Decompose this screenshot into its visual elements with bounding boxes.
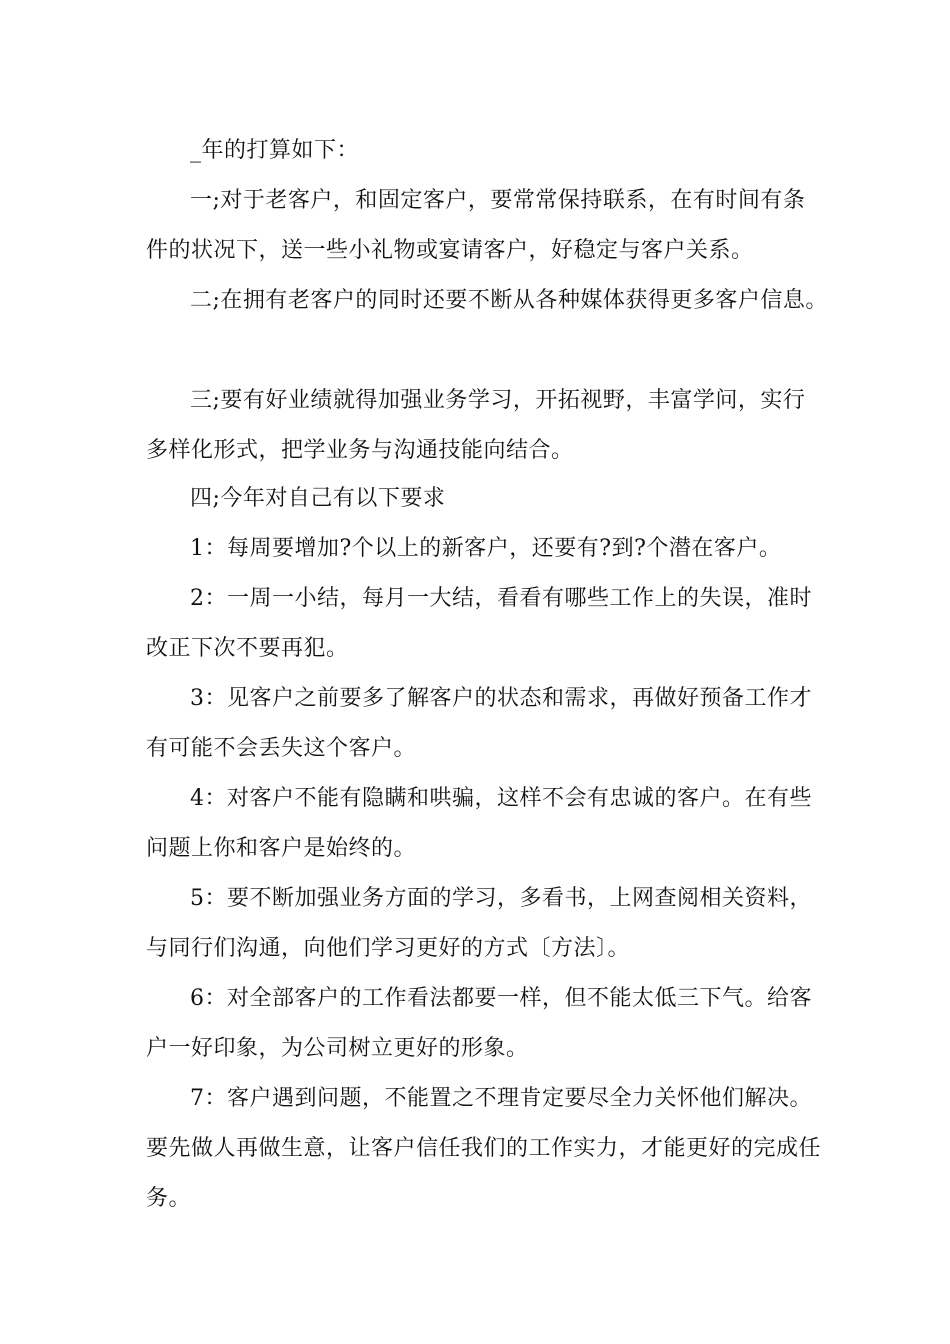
paragraph-intro: _年的打算如下： (190, 138, 360, 163)
paragraph-requirement-4: 4：对客户不能有隐瞒和哄骗，这样不会有忠诚的客户。在有些问题上你和客户是始终的。 (146, 786, 812, 861)
paragraph-item-3: 三;要有好业绩就得加强业务学习，开拓视野，丰富学问，实行多样化形式，把学业务与沟通技能向结合。 (146, 388, 806, 463)
paragraph-item-4: 四;今年对自己有以下要求 (190, 486, 446, 511)
paragraph-requirement-3: 3：见客户之前要多了解客户的状态和需求，再做好预备工作才有可能不会丢失这个客户。 (146, 686, 812, 761)
paragraph-requirement-1: 1：每周要增加?个以上的新客户，还要有?到?个潜在客户。 (190, 536, 782, 561)
paragraph-item-1: 一;对于老客户，和固定客户，要常常保持联系，在有时间有条件的状况下，送一些小礼物或宴请客户，好稳定与客户关系。 (146, 188, 806, 263)
paragraph-item-2: 二;在拥有老客户的同时还要不断从各种媒体获得更多客户信息。 (190, 288, 828, 313)
paragraph-requirement-6: 6：对全部客户的工作看法都要一样，但不能太低三下气。给客户一好印象，为公司树立更好的形象。 (146, 986, 812, 1061)
paragraph-requirement-2: 2：一周一小结，每月一大结，看看有哪些工作上的失误，准时改正下次不要再犯。 (146, 586, 812, 661)
paragraph-requirement-5: 5：要不断加强业务方面的学习，多看书，上网查阅相关资料，与同行们沟通，向他们学习更好的方式〔方法〕。 (146, 886, 812, 961)
paragraph-requirement-7: 7：客户遇到问题，不能置之不理肯定要尽全力关怀他们解决。要先做人再做生意，让客户信任我们的工作实力，才能更好的完成任务。 (146, 1086, 822, 1211)
